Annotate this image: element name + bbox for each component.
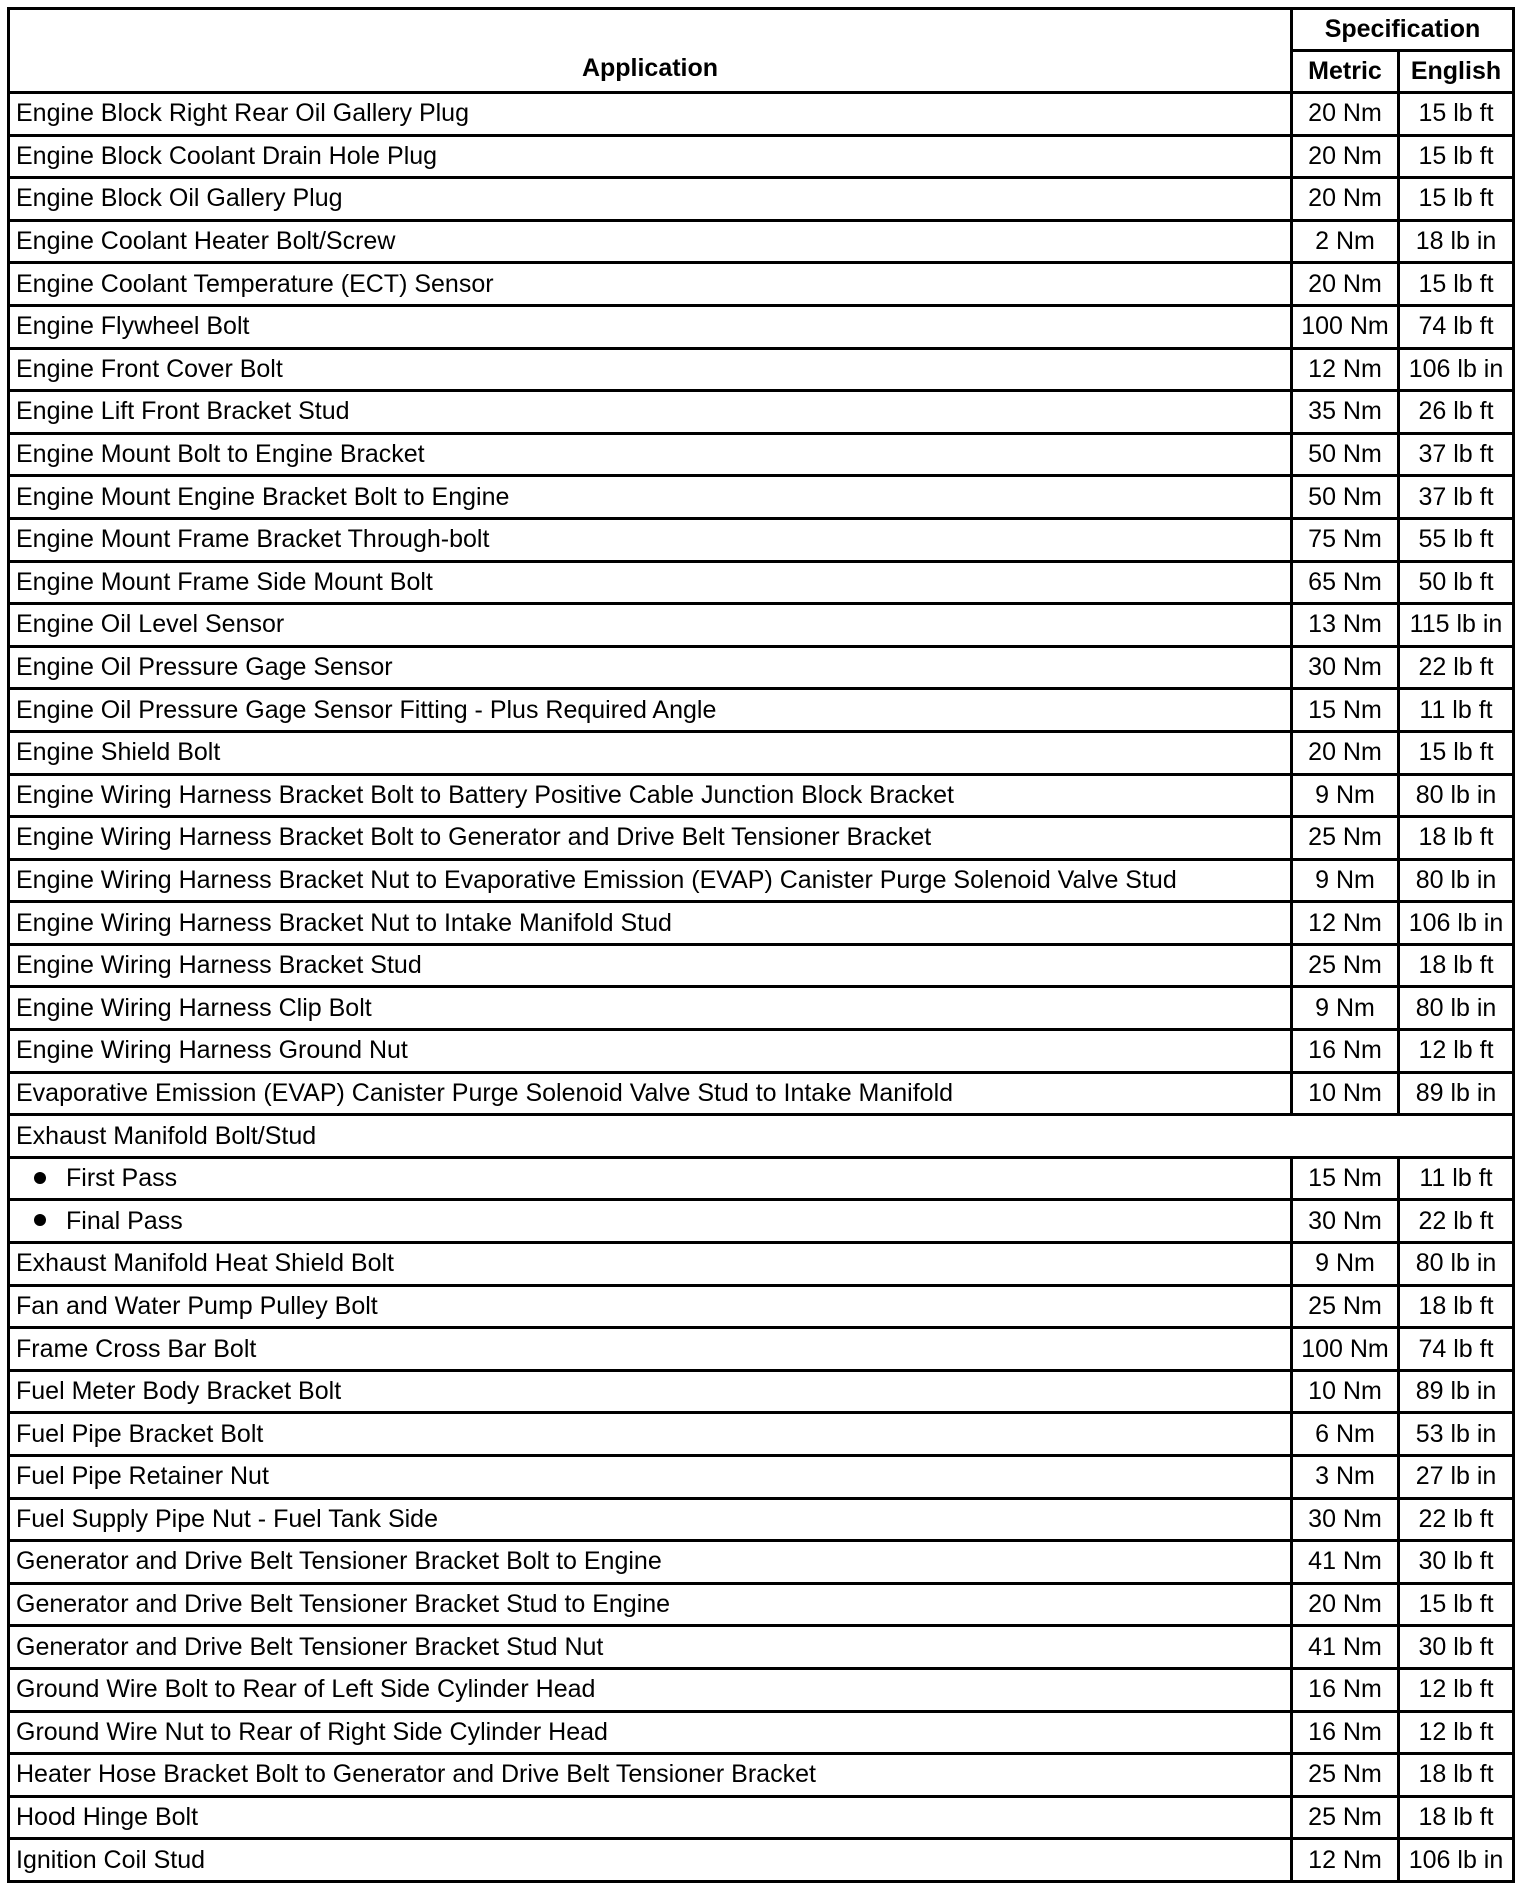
torque-spec-table	[7, 7, 1515, 1883]
application-text: Hood Hinge Bolt	[16, 1803, 199, 1832]
application-cell	[9, 1200, 1292, 1243]
table-row	[9, 476, 1514, 519]
application-text: Engine Mount Bolt to Engine Bracket	[16, 440, 425, 469]
table-row	[9, 731, 1514, 774]
table-row	[9, 433, 1514, 476]
metric-cell: 25 Nm	[1292, 944, 1399, 987]
application-cell	[9, 348, 1292, 391]
table-row	[9, 1583, 1514, 1626]
english-cell: 80 lb in	[1399, 1243, 1514, 1286]
english-cell: 80 lb in	[1399, 859, 1514, 902]
table-row	[9, 1328, 1514, 1371]
table-row	[9, 1796, 1514, 1839]
application-cell	[9, 1754, 1292, 1797]
application-cell	[9, 1413, 1292, 1456]
application-cell	[9, 1370, 1292, 1413]
metric-cell: 25 Nm	[1292, 1285, 1399, 1328]
application-text: Ground Wire Bolt to Rear of Left Side Cylinder Head	[16, 1675, 596, 1704]
table-row	[9, 561, 1514, 604]
english-cell: 22 lb ft	[1399, 1200, 1514, 1243]
metric-cell: 2 Nm	[1292, 220, 1399, 263]
application-cell	[9, 1456, 1292, 1499]
application-cell	[9, 902, 1292, 945]
metric-cell: 30 Nm	[1292, 1498, 1399, 1541]
application-cell	[9, 1796, 1292, 1839]
table-row	[9, 220, 1514, 263]
table-row	[9, 1285, 1514, 1328]
metric-header-label: Metric	[1308, 57, 1382, 85]
application-text: Exhaust Manifold Heat Shield Bolt	[16, 1249, 394, 1278]
application-cell	[9, 987, 1292, 1030]
metric-cell: 9 Nm	[1292, 987, 1399, 1030]
application-text: Engine Mount Engine Bracket Bolt to Engine	[16, 482, 510, 511]
application-text: Engine Block Right Rear Oil Gallery Plug	[16, 99, 469, 128]
table-row	[9, 348, 1514, 391]
table-row	[9, 646, 1514, 689]
application-header-label: Application	[581, 54, 719, 82]
metric-header	[1292, 51, 1399, 93]
specification-header	[1292, 9, 1514, 51]
english-cell: 74 lb ft	[1399, 1328, 1514, 1371]
metric-cell: 25 Nm	[1292, 1796, 1399, 1839]
table-row	[9, 518, 1514, 561]
application-text: Engine Oil Level Sensor	[16, 610, 285, 639]
english-cell: 106 lb in	[1399, 902, 1514, 945]
application-cell	[9, 178, 1292, 221]
metric-cell: 12 Nm	[1292, 1839, 1399, 1882]
table-row	[9, 305, 1514, 348]
application-cell	[9, 1115, 1514, 1158]
english-cell: 18 lb ft	[1399, 1754, 1514, 1797]
english-cell: 27 lb in	[1399, 1456, 1514, 1499]
table-row	[9, 689, 1514, 732]
table-row	[9, 1243, 1514, 1286]
metric-cell: 3 Nm	[1292, 1456, 1399, 1499]
metric-cell: 16 Nm	[1292, 1668, 1399, 1711]
metric-cell: 25 Nm	[1292, 1754, 1399, 1797]
table-row	[9, 1413, 1514, 1456]
table-row	[9, 1626, 1514, 1669]
english-cell: 18 lb ft	[1399, 817, 1514, 860]
english-cell: 18 lb ft	[1399, 944, 1514, 987]
table-row	[9, 1072, 1514, 1115]
table-row	[9, 774, 1514, 817]
application-text: Engine Block Oil Gallery Plug	[16, 184, 343, 213]
metric-cell: 100 Nm	[1292, 305, 1399, 348]
table-row	[9, 1711, 1514, 1754]
metric-cell: 16 Nm	[1292, 1711, 1399, 1754]
application-text: Frame Cross Bar Bolt	[16, 1334, 257, 1363]
application-text: Ignition Coil Stud	[16, 1845, 206, 1874]
metric-cell: 35 Nm	[1292, 391, 1399, 434]
metric-cell: 9 Nm	[1292, 859, 1399, 902]
metric-cell: 25 Nm	[1292, 817, 1399, 860]
metric-cell: 20 Nm	[1292, 731, 1399, 774]
application-text: Engine Lift Front Bracket Stud	[16, 397, 350, 426]
metric-cell: 30 Nm	[1292, 1200, 1399, 1243]
metric-cell: 41 Nm	[1292, 1541, 1399, 1584]
metric-cell: 20 Nm	[1292, 1583, 1399, 1626]
metric-cell: 10 Nm	[1292, 1072, 1399, 1115]
application-text: Generator and Drive Belt Tensioner Bracket Stud Nut	[16, 1632, 604, 1661]
metric-cell: 10 Nm	[1292, 1370, 1399, 1413]
table-row	[9, 1157, 1514, 1200]
table-row	[9, 135, 1514, 178]
metric-cell: 30 Nm	[1292, 646, 1399, 689]
english-header	[1399, 51, 1514, 93]
application-cell	[9, 220, 1292, 263]
english-header-label: English	[1410, 57, 1502, 85]
application-text: Engine Front Cover Bolt	[16, 354, 283, 383]
application-cell	[9, 263, 1292, 306]
metric-cell: 65 Nm	[1292, 561, 1399, 604]
application-text: Engine Oil Pressure Gage Sensor Fitting - Plus Required Angle	[16, 695, 717, 724]
english-cell: 89 lb in	[1399, 1072, 1514, 1115]
english-cell: 18 lb ft	[1399, 1285, 1514, 1328]
english-cell: 26 lb ft	[1399, 391, 1514, 434]
application-text: Engine Wiring Harness Bracket Bolt to Battery Positive Cable Junction Block Bracket	[16, 780, 954, 809]
table-row	[9, 987, 1514, 1030]
metric-cell: 75 Nm	[1292, 518, 1399, 561]
english-cell: 12 lb ft	[1399, 1668, 1514, 1711]
application-text: Engine Wiring Harness Bracket Stud	[16, 951, 422, 980]
english-cell: 18 lb ft	[1399, 1796, 1514, 1839]
table-row	[9, 1839, 1514, 1882]
application-text: Engine Shield Bolt	[16, 738, 221, 767]
application-text: Evaporative Emission (EVAP) Canister Purge Solenoid Valve Stud to Intake Manifold	[16, 1078, 954, 1107]
application-text: Engine Wiring Harness Ground Nut	[16, 1036, 408, 1065]
table-row	[9, 1456, 1514, 1499]
application-text: Ground Wire Nut to Rear of Right Side Cylinder Head	[16, 1717, 608, 1746]
application-text: Engine Coolant Heater Bolt/Screw	[16, 227, 396, 256]
table-row	[9, 1498, 1514, 1541]
table-row	[9, 93, 1514, 136]
english-cell: 53 lb in	[1399, 1413, 1514, 1456]
application-cell	[9, 1243, 1292, 1286]
application-text: Fuel Supply Pipe Nut - Fuel Tank Side	[16, 1504, 438, 1533]
metric-cell: 9 Nm	[1292, 1243, 1399, 1286]
application-text: Engine Block Coolant Drain Hole Plug	[16, 141, 438, 170]
application-cell	[9, 135, 1292, 178]
application-cell	[9, 731, 1292, 774]
application-cell	[9, 689, 1292, 732]
english-cell: 15 lb ft	[1399, 1583, 1514, 1626]
metric-cell: 20 Nm	[1292, 93, 1399, 136]
table-row	[9, 817, 1514, 860]
metric-cell: 20 Nm	[1292, 135, 1399, 178]
table-row	[9, 902, 1514, 945]
application-cell	[9, 774, 1292, 817]
application-text: Final Pass	[66, 1206, 183, 1235]
table-row	[9, 604, 1514, 647]
application-cell	[9, 817, 1292, 860]
header-row-top	[9, 9, 1514, 51]
metric-cell: 20 Nm	[1292, 263, 1399, 306]
application-text: Fuel Meter Body Bracket Bolt	[16, 1377, 342, 1406]
metric-cell: 13 Nm	[1292, 604, 1399, 647]
english-cell: 50 lb ft	[1399, 561, 1514, 604]
application-text: Engine Wiring Harness Bracket Bolt to Generator and Drive Belt Tensioner Bracket	[16, 823, 932, 852]
application-cell	[9, 433, 1292, 476]
application-cell	[9, 604, 1292, 647]
english-cell: 55 lb ft	[1399, 518, 1514, 561]
table-row	[9, 1200, 1514, 1243]
table-row	[9, 391, 1514, 434]
english-cell: 18 lb in	[1399, 220, 1514, 263]
application-text: Engine Flywheel Bolt	[16, 312, 250, 341]
application-cell	[9, 944, 1292, 987]
application-cell	[9, 1626, 1292, 1669]
table-row	[9, 1754, 1514, 1797]
english-cell: 30 lb ft	[1399, 1626, 1514, 1669]
english-cell: 15 lb ft	[1399, 178, 1514, 221]
english-cell: 11 lb ft	[1399, 689, 1514, 732]
application-cell	[9, 561, 1292, 604]
table-row	[9, 1115, 1514, 1158]
metric-cell: 41 Nm	[1292, 1626, 1399, 1669]
metric-cell: 15 Nm	[1292, 689, 1399, 732]
application-text: Fan and Water Pump Pulley Bolt	[16, 1291, 378, 1320]
application-cell	[9, 476, 1292, 519]
application-cell	[9, 1072, 1292, 1115]
application-text: Exhaust Manifold Bolt/Stud	[16, 1121, 317, 1150]
application-text: Engine Wiring Harness Clip Bolt	[16, 993, 372, 1022]
table-row	[9, 1668, 1514, 1711]
metric-cell: 6 Nm	[1292, 1413, 1399, 1456]
bullet-icon	[34, 1214, 46, 1226]
table-row	[9, 1541, 1514, 1584]
english-cell: 80 lb in	[1399, 774, 1514, 817]
application-cell	[9, 93, 1292, 136]
application-text: Generator and Drive Belt Tensioner Bracket Stud to Engine	[16, 1590, 671, 1619]
specification-header-label: Specification	[1324, 15, 1481, 43]
english-cell: 15 lb ft	[1399, 731, 1514, 774]
application-cell	[9, 1541, 1292, 1584]
english-cell: 22 lb ft	[1399, 1498, 1514, 1541]
application-text: Fuel Pipe Bracket Bolt	[16, 1419, 264, 1448]
metric-cell: 15 Nm	[1292, 1157, 1399, 1200]
table-body	[9, 93, 1514, 1882]
english-cell: 11 lb ft	[1399, 1157, 1514, 1200]
metric-cell: 50 Nm	[1292, 433, 1399, 476]
application-text: Engine Mount Frame Side Mount Bolt	[16, 567, 433, 596]
application-cell	[9, 1030, 1292, 1073]
application-text: Fuel Pipe Retainer Nut	[16, 1462, 269, 1491]
application-cell	[9, 1711, 1292, 1754]
application-cell	[9, 518, 1292, 561]
metric-cell: 20 Nm	[1292, 178, 1399, 221]
application-text: Engine Oil Pressure Gage Sensor	[16, 653, 393, 682]
english-cell: 15 lb ft	[1399, 93, 1514, 136]
table-row	[9, 1370, 1514, 1413]
application-cell	[9, 1668, 1292, 1711]
application-cell	[9, 1498, 1292, 1541]
table-row	[9, 859, 1514, 902]
english-cell: 89 lb in	[1399, 1370, 1514, 1413]
table-row	[9, 1030, 1514, 1073]
metric-cell: 16 Nm	[1292, 1030, 1399, 1073]
application-text: Heater Hose Bracket Bolt to Generator and Drive Belt Tensioner Bracket	[16, 1760, 816, 1789]
table-row	[9, 944, 1514, 987]
english-cell: 37 lb ft	[1399, 476, 1514, 519]
application-text: Engine Mount Frame Bracket Through-bolt	[16, 525, 490, 554]
application-text: Engine Coolant Temperature (ECT) Sensor	[16, 269, 494, 298]
english-cell: 30 lb ft	[1399, 1541, 1514, 1584]
application-cell	[9, 646, 1292, 689]
metric-cell: 9 Nm	[1292, 774, 1399, 817]
bullet-icon	[34, 1172, 46, 1184]
english-cell: 15 lb ft	[1399, 263, 1514, 306]
english-cell: 12 lb ft	[1399, 1711, 1514, 1754]
table-row	[9, 263, 1514, 306]
application-text: Generator and Drive Belt Tensioner Bracket Bolt to Engine	[16, 1547, 662, 1576]
application-cell	[9, 1328, 1292, 1371]
metric-cell: 12 Nm	[1292, 902, 1399, 945]
metric-cell: 12 Nm	[1292, 348, 1399, 391]
application-text: Engine Wiring Harness Bracket Nut to Evaporative Emission (EVAP) Canister Purge Solenoid Valve Stud	[16, 865, 1177, 894]
metric-cell: 100 Nm	[1292, 1328, 1399, 1371]
application-cell	[9, 391, 1292, 434]
application-cell	[9, 859, 1292, 902]
application-cell	[9, 1285, 1292, 1328]
english-cell: 12 lb ft	[1399, 1030, 1514, 1073]
english-cell: 115 lb in	[1399, 604, 1514, 647]
application-text: Engine Wiring Harness Bracket Nut to Intake Manifold Stud	[16, 908, 672, 937]
english-cell: 80 lb in	[1399, 987, 1514, 1030]
english-cell: 37 lb ft	[1399, 433, 1514, 476]
english-cell: 106 lb in	[1399, 1839, 1514, 1882]
application-cell	[9, 1157, 1292, 1200]
english-cell: 74 lb ft	[1399, 305, 1514, 348]
application-text: First Pass	[66, 1164, 178, 1193]
english-cell: 22 lb ft	[1399, 646, 1514, 689]
application-cell	[9, 1839, 1292, 1882]
english-cell: 106 lb in	[1399, 348, 1514, 391]
application-cell	[9, 1583, 1292, 1626]
english-cell: 15 lb ft	[1399, 135, 1514, 178]
metric-cell: 50 Nm	[1292, 476, 1399, 519]
application-cell	[9, 305, 1292, 348]
application-header	[9, 9, 1292, 93]
table-row	[9, 178, 1514, 221]
